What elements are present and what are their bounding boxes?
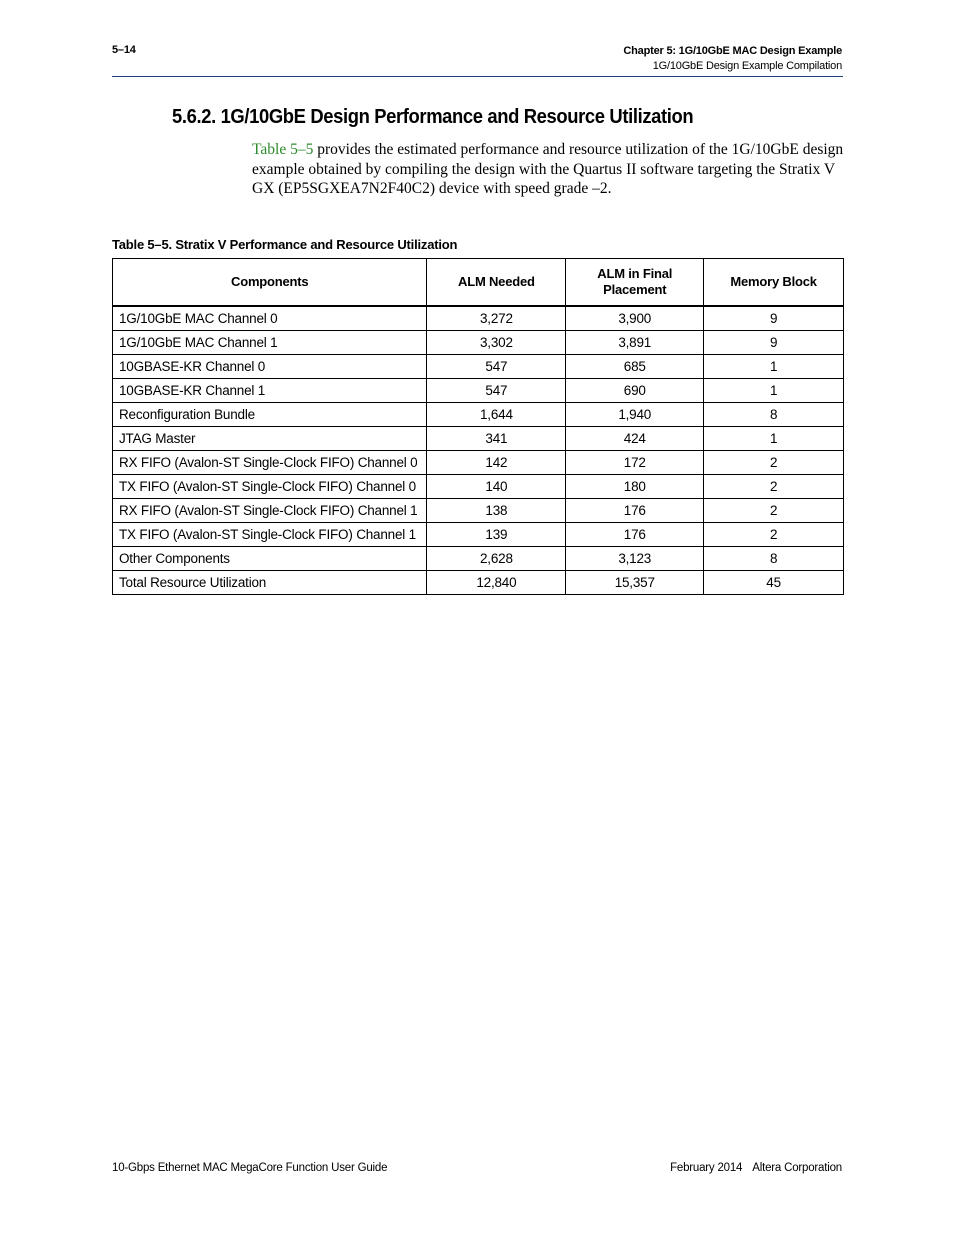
table-row (113, 306, 844, 331)
table-row (113, 475, 844, 499)
table-row (113, 331, 844, 355)
cell-memory-block: 8 (704, 547, 844, 571)
table-cross-reference-link[interactable]: Table 5–5 (252, 141, 314, 158)
cell-alm-needed: 138 (427, 499, 566, 523)
paragraph-text: provides the estimated performance and resource utilization of the 1G/10GbE design example obtained by compiling the design with the Quartus II software targeting the Stratix V GX (EP5SGXEA7N2F40C2) device with speed grade –2. (252, 141, 844, 197)
cell-alm-final-placement: 176 (566, 523, 704, 547)
cell-memory-block: 9 (704, 306, 844, 331)
cell-memory-block: 1 (704, 427, 844, 451)
cell-alm-final-placement: 180 (566, 475, 704, 499)
cell-alm-final-placement: 172 (566, 451, 704, 475)
table-row (113, 571, 844, 595)
cell-component: 10GBASE-KR Channel 0 (113, 355, 427, 379)
cell-memory-block: 45 (704, 571, 844, 595)
cell-alm-final-placement: 3,891 (566, 331, 704, 355)
cell-alm-final-placement: 685 (566, 355, 704, 379)
cell-memory-block: 9 (704, 331, 844, 355)
cell-component: RX FIFO (Avalon-ST Single-Clock FIFO) Channel 1 (113, 499, 427, 523)
cell-alm-needed: 2,628 (427, 547, 566, 571)
column-header-components: Components (113, 259, 427, 307)
table-header-row (113, 259, 844, 307)
cell-alm-needed: 3,302 (427, 331, 566, 355)
table-caption: Table 5–5. Stratix V Performance and Resource Utilization (112, 237, 458, 252)
footer-date: February 2014 (670, 1162, 743, 1174)
cell-component: TX FIFO (Avalon-ST Single-Clock FIFO) Channel 0 (113, 475, 427, 499)
table-row (113, 379, 844, 403)
cell-alm-needed: 547 (427, 355, 566, 379)
cell-alm-final-placement: 424 (566, 427, 704, 451)
cell-component: Reconfiguration Bundle (113, 403, 427, 427)
cell-component: Other Components (113, 547, 427, 571)
header-rule (112, 76, 843, 77)
cell-alm-needed: 3,272 (427, 306, 566, 331)
column-header-alm-final-placement: ALM in Final Placement (566, 259, 704, 307)
cell-alm-needed: 341 (427, 427, 566, 451)
footer-company: Altera Corporation (752, 1162, 842, 1174)
cell-component: 1G/10GbE MAC Channel 1 (113, 331, 427, 355)
column-header-alm-needed: ALM Needed (427, 259, 566, 307)
cell-memory-block: 2 (704, 523, 844, 547)
table-row (113, 499, 844, 523)
cell-component: Total Resource Utilization (113, 571, 427, 595)
footer-right (670, 1162, 842, 1174)
table-body (113, 306, 844, 595)
cell-memory-block: 2 (704, 451, 844, 475)
table-row (113, 355, 844, 379)
cell-alm-final-placement: 3,123 (566, 547, 704, 571)
cell-component: RX FIFO (Avalon-ST Single-Clock FIFO) Channel 0 (113, 451, 427, 475)
running-header (623, 44, 842, 74)
table-row (113, 403, 844, 427)
cell-alm-needed: 1,644 (427, 403, 566, 427)
cell-component: 1G/10GbE MAC Channel 0 (113, 306, 427, 331)
cell-memory-block: 1 (704, 379, 844, 403)
section-subtitle: 1G/10GbE Design Example Compilation (652, 60, 842, 72)
cell-alm-final-placement: 15,357 (566, 571, 704, 595)
cell-memory-block: 2 (704, 499, 844, 523)
cell-alm-needed: 140 (427, 475, 566, 499)
body-paragraph (252, 140, 844, 199)
resource-utilization-table (112, 258, 844, 595)
chapter-title: Chapter 5: 1G/10GbE MAC Design Example (623, 45, 842, 57)
cell-alm-final-placement: 176 (566, 499, 704, 523)
column-header-memory-block: Memory Block (704, 259, 844, 307)
cell-alm-final-placement: 1,940 (566, 403, 704, 427)
cell-component: 10GBASE-KR Channel 1 (113, 379, 427, 403)
cell-alm-needed: 12,840 (427, 571, 566, 595)
cell-alm-final-placement: 3,900 (566, 306, 704, 331)
cell-component: TX FIFO (Avalon-ST Single-Clock FIFO) Channel 1 (113, 523, 427, 547)
cell-alm-needed: 139 (427, 523, 566, 547)
cell-memory-block: 1 (704, 355, 844, 379)
table-row (113, 427, 844, 451)
table-row (113, 547, 844, 571)
table-row (113, 523, 844, 547)
cell-alm-final-placement: 690 (566, 379, 704, 403)
section-heading: 5.6.2. 1G/10GbE Design Performance and Resource Utilization (172, 106, 694, 128)
cell-alm-needed: 547 (427, 379, 566, 403)
table-row (113, 451, 844, 475)
cell-memory-block: 8 (704, 403, 844, 427)
footer-guide-title: 10-Gbps Ethernet MAC MegaCore Function User Guide (112, 1162, 388, 1174)
page-number: 5–14 (112, 44, 136, 56)
cell-component: JTAG Master (113, 427, 427, 451)
cell-alm-needed: 142 (427, 451, 566, 475)
cell-memory-block: 2 (704, 475, 844, 499)
